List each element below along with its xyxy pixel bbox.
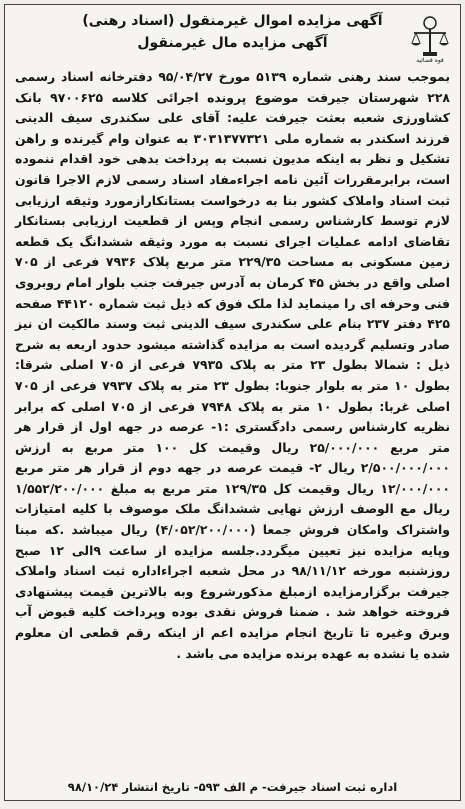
notice-body (5, 67, 460, 664)
notice-page (4, 4, 461, 801)
notice-paragraph: بموجب سند رهنی شماره ۵۱۳۹ مورخ ۹۵/۰۴/۲۷ دفترخانه اسناد رسمی ۲۲۸ شهرستان جیرفت موضوع پرونده اجرائی کلاسه ۹۷۰۰۶۲۵ بانک کشاورزی شعبه بعثت جیرفت علیه: آقای علی سکندری سیف الدینی فرزند اسکندر به شماره ملی ۳۰۳۱۳۷۷۳۲۱ به عنوان وام گیرنده و راهن تشکیل و نظر به اینکه مدیون نسبت به پرداخت بدهی خود اقدام ننموده است، برابرمقررات آئین نامه اجراءمفاد اسناد رسمی لازم الاجرا قانون ثبت اسناد واملاک کشور بنا به درخواست بستانکارازمورد وثیقه ارزیابی لازم توسط کارشناس رسمی انجام وپس از قطعیت ارزیابی بستانکار تقاضای ادامه عملیات اجرای نسبت به مورد وثیقه ششدانگ یک قطعه زمین مسکونی به مساحت ۲۲۹/۳۵ متر مربع پلاک ۷۹۳۶ فرعی از ۷۰۵ اصلی واقع در بخش ۴۵ کرمان به آدرس جیرفت جنب بلوار امام روبروی فنی وحرفه ای را مینماید لذا ملک فوق که ذیل ثبت شماره ۴۴۱۲۰ صفحه ۴۲۵ دفتر ۲۳۷ بنام علی سکندری سیف الدینی ثبت وسند مالکیت ان نیز صادر وتسلیم گردیده است به مزایده گذاشته میشود حدود اربعه به شرح ذیل : شمالا بطول ۲۳ متر به پلاک ۷۹۳۵ فرعی از ۷۰۵ اصلی شرقا: بطول ۱۰ متر به بلوار جنوبا: بطول ۲۳ متر به پلاک ۷۹۳۷ فرعی از ۷۰۵ اصلی غربا: بطول ۱۰ متر به پلاک ۷۹۴۸ فرعی از ۷۰۵ اصلی که برابر نظریه کارشناس رسمی دادگستری :۱- عرصه در جهه اول از قرار هر متر مربع ۲۵/۰۰۰/۰۰۰ ریال وقیمت کل ۱۰۰ متر مربع به ارزش ۲/۵۰۰/۰۰۰/۰۰۰ ریال ۲- قیمت عرصه در جهه دوم از قرار هر متر مربع ۱۲/۰۰۰/۰۰۰ ریال وقیمت کل ۱۲۹/۳۵ متر مربع به مبلغ ۱/۵۵۲/۲۰۰/۰۰۰ ریال مع الوصف ارزش نهایی ششدانگ ملک موصوف با کلیه امتیازات واشتراک وامکان فروش جمعا (۴/۰۵۲/۲۰۰/۰۰۰) ریال میباشد .که مبنا وپایه مزایده نیز تعیین میگردد.جلسه مزایده از ساعت ۹الی ۱۲ صبح روزشنبه مورخه ۹۸/۱۱/۱۲ در محل شعبه اجراءاداره ثبت اسناد واملاک جیرفت برگزارمزایده ازمبلغ مذکورشروع وبه بالاترین قیمت پیشنهادی فروخته خواهد شد . ضمنا فروش نقدی بوده وپرداخت کلیه قبوض آب وبرق وغیره تا تاریخ انجام مزایده اعم از اینکه رقم قطعی ان معلوم شده یا نشده به عهده برنده مزایده می باشد . (15, 69, 451, 661)
notice-title: آگهی مزایده اموال غیرمنقول (اسناد رهنی) (82, 13, 383, 29)
judiciary-emblem-icon (408, 11, 452, 59)
emblem-caption: قوه قضائیه (416, 57, 444, 64)
notice-subtitle: آگهی مزایده مال غیرمنقول (137, 35, 328, 51)
notice-footer: اداره ثبت اسناد جیرفت- م الف ۵۹۳- تاریخ انتشار ۹۸/۱۰/۲۴ (67, 780, 398, 794)
notice-header (5, 5, 460, 67)
